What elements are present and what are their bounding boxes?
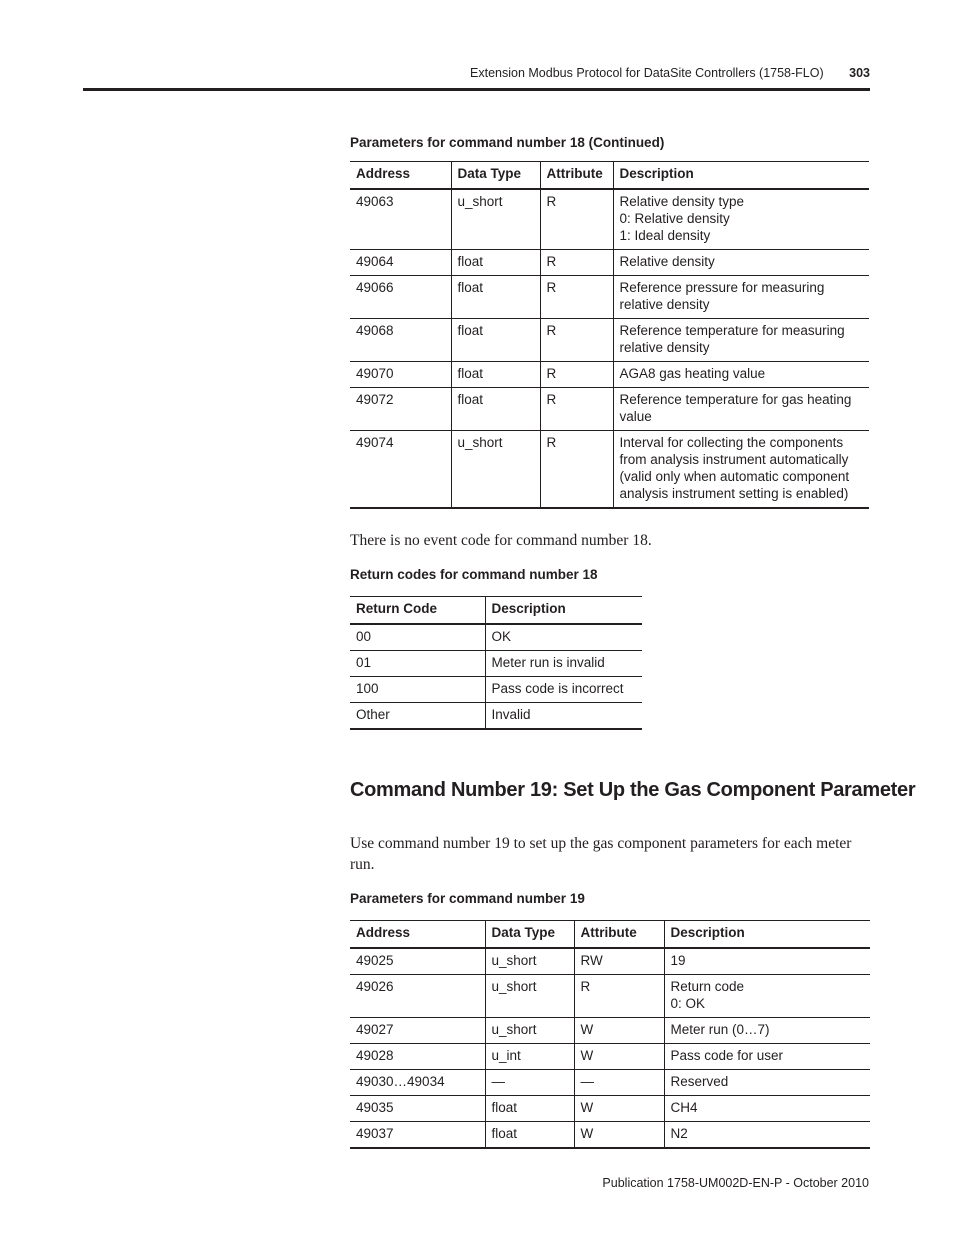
table-cell: float [451,250,540,276]
table-cell: u_short [485,975,574,1018]
table-cell: W [574,1044,664,1070]
table2-caption: Return codes for command number 18 [350,567,598,582]
table-row [350,677,642,703]
table-cell: u_short [485,948,574,975]
table-cell: Pass code for user [664,1044,870,1070]
table3-header-row [350,921,870,949]
no-event-text: There is no event code for command number 18. [350,532,652,549]
table-cell: 49028 [350,1044,485,1070]
table-row [350,1122,870,1149]
table-cell: 00 [350,624,485,651]
table-cell: 49026 [350,975,485,1018]
table-cell: CH4 [664,1096,870,1122]
table-cell: 100 [350,677,485,703]
table-cell: Meter run (0…7) [664,1018,870,1044]
table-row [350,1044,870,1070]
header-title: Extension Modbus Protocol for DataSite Controllers (1758-FLO) [470,66,824,80]
table-cell: Reference temperature for measuring relative density [613,319,869,362]
table-cell: Relative density [613,250,869,276]
table-row [350,651,642,677]
table-cell: R [540,189,613,250]
table-cell: 19 [664,948,870,975]
page-number: 303 [849,66,870,80]
column-header: Address [350,162,451,190]
table-cell: float [451,362,540,388]
table-cell: W [574,1096,664,1122]
table-cell: float [451,276,540,319]
table-cell: R [540,431,613,509]
table-cell: u_short [451,189,540,250]
table-cell: 49064 [350,250,451,276]
column-header: Description [664,921,870,949]
column-header: Data Type [485,921,574,949]
table-cell: Reserved [664,1070,870,1096]
table-cell: — [574,1070,664,1096]
table-cell: AGA8 gas heating value [613,362,869,388]
table-row [350,948,870,975]
table-cell: Return code 0: OK [664,975,870,1018]
table-cell: 49070 [350,362,451,388]
table-cell: — [485,1070,574,1096]
table-cell: W [574,1122,664,1149]
section-heading: Command Number 19: Set Up the Gas Component Parameter [350,779,916,801]
table-cell: 49035 [350,1096,485,1122]
table3-caption: Parameters for command number 19 [350,891,585,906]
table-cell: Reference pressure for measuring relative density [613,276,869,319]
table-row [350,1018,870,1044]
table1 [350,161,869,509]
table-cell: Invalid [485,703,642,730]
table-cell: R [540,388,613,431]
table-cell: R [574,975,664,1018]
table2 [350,596,642,730]
table-cell: 49030…49034 [350,1070,485,1096]
table-row [350,388,869,431]
column-header: Data Type [451,162,540,190]
header-rule [83,88,870,91]
column-header: Attribute [540,162,613,190]
table-cell: R [540,276,613,319]
column-header: Address [350,921,485,949]
table-cell: float [451,388,540,431]
table-cell: R [540,362,613,388]
table-cell: float [485,1096,574,1122]
table-row [350,189,869,250]
table-cell: 49068 [350,319,451,362]
page-footer: Publication 1758-UM002D-EN-P - October 2010 [602,1176,869,1190]
table2-header-row [350,597,642,625]
table-cell: 49063 [350,189,451,250]
table-cell: 49027 [350,1018,485,1044]
table-cell: 49066 [350,276,451,319]
table-cell: OK [485,624,642,651]
page-header [0,66,870,80]
table-row [350,250,869,276]
table-cell: R [540,250,613,276]
table-cell: N2 [664,1122,870,1149]
table-row [350,319,869,362]
table-cell: 49072 [350,388,451,431]
table-cell: RW [574,948,664,975]
table-cell: 01 [350,651,485,677]
table-row [350,624,642,651]
table3 [350,920,870,1149]
column-header: Description [613,162,869,190]
table-cell: 49037 [350,1122,485,1149]
table-row [350,431,869,509]
table-cell: Relative density type 0: Relative density 1: Ideal density [613,189,869,250]
column-header: Return Code [350,597,485,625]
table-cell: Reference temperature for gas heating value [613,388,869,431]
column-header: Description [485,597,642,625]
column-header: Attribute [574,921,664,949]
table-cell: 49025 [350,948,485,975]
table-row [350,1096,870,1122]
table-cell: float [451,319,540,362]
table1-header-row [350,162,869,190]
table-cell: Meter run is invalid [485,651,642,677]
table-cell: W [574,1018,664,1044]
table-cell: u_int [485,1044,574,1070]
table-row [350,1070,870,1096]
table-cell: 49074 [350,431,451,509]
table-cell: R [540,319,613,362]
table-row [350,703,642,730]
table-cell: u_short [451,431,540,509]
table-cell: u_short [485,1018,574,1044]
table-cell: float [485,1122,574,1149]
table-row [350,975,870,1018]
table-cell: Other [350,703,485,730]
table-row [350,276,869,319]
table-row [350,362,869,388]
table-cell: Pass code is incorrect [485,677,642,703]
table1-caption: Parameters for command number 18 (Continued) [350,135,665,150]
table-cell: Interval for collecting the components from analysis instrument automatically (valid only when automatic component analysis instrument setting is enabled) [613,431,869,509]
intro-text: Use command number 19 to set up the gas component parameters for each meter run. [350,835,852,873]
